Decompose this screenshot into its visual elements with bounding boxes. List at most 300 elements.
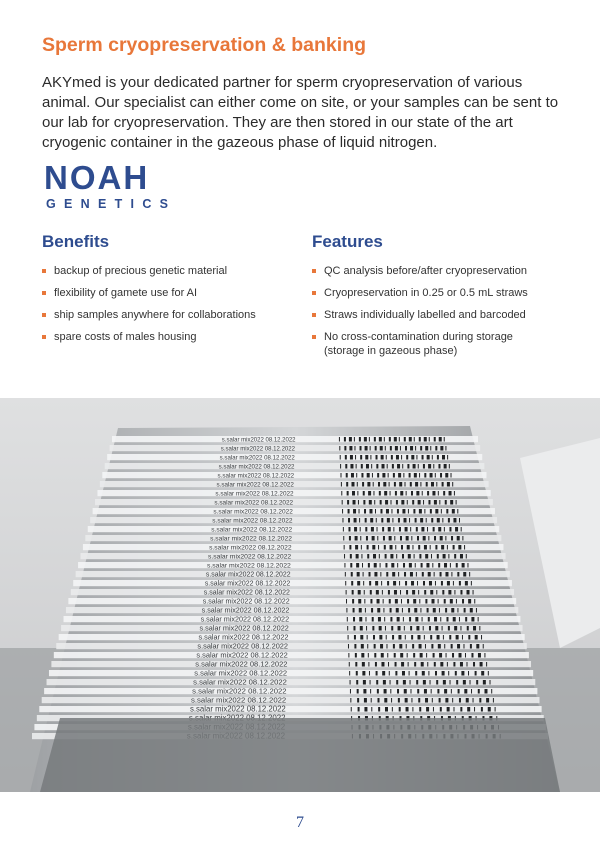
barcode-bar [449, 464, 450, 469]
straw [64, 616, 521, 622]
straw [83, 544, 504, 550]
barcode-bar [350, 455, 353, 460]
barcode-bar [404, 518, 407, 523]
barcode-bar [431, 482, 434, 487]
list-item: spare costs of males housing [42, 330, 297, 344]
straw-label: s.salar mix2022 08.12.2022 [218, 463, 295, 471]
bullet-icon [42, 313, 46, 317]
barcode-bar [349, 662, 350, 667]
barcode-bar [461, 671, 464, 676]
barcode-bar [424, 473, 426, 478]
barcode-bar [428, 464, 431, 469]
barcode-bar [343, 527, 344, 532]
barcode-bar [387, 518, 390, 523]
barcode-bar [414, 437, 415, 442]
barcode-bar [402, 608, 403, 613]
barcode-bar [410, 626, 412, 631]
straw [44, 688, 537, 694]
barcode-bar [490, 680, 491, 685]
barcode-bar [409, 671, 410, 676]
barcode-bar [357, 572, 360, 577]
barcode-bar [418, 698, 420, 703]
barcode-bar [374, 572, 377, 577]
barcode-bar [459, 518, 460, 523]
straw [68, 598, 516, 604]
barcode-bar [363, 500, 365, 505]
barcode-bar [406, 455, 408, 460]
barcode-bar [458, 545, 461, 550]
barcode-bar [440, 536, 443, 541]
list-item: Straws individually labelled and barcoded [312, 308, 552, 322]
barcode-bar [368, 653, 369, 658]
list-item: QC analysis before/after cryopreservation [312, 264, 552, 278]
barcode-bar [389, 437, 391, 442]
barcode-bar [448, 518, 450, 523]
barcode-bar [367, 545, 369, 550]
barcode-bar [363, 689, 366, 694]
barcode-bar [432, 698, 433, 703]
barcode-bar [437, 635, 440, 640]
barcode-bar [435, 446, 437, 451]
barcode-bar [450, 680, 451, 685]
barcode-bar [364, 509, 366, 514]
barcode-bar [427, 491, 429, 496]
barcode-bar [437, 689, 439, 694]
barcode-bar [370, 446, 371, 451]
straw [80, 553, 505, 559]
straw-label: s.salar mix2022 08.12.2022 [211, 526, 293, 534]
barcode-bar [391, 509, 392, 514]
barcode-bar [361, 554, 362, 559]
barcode-bar [457, 509, 458, 514]
barcode-bar [453, 662, 455, 667]
barcode-bar [343, 536, 344, 541]
barcode-bar [407, 545, 410, 550]
barcode-bar [349, 446, 352, 451]
barcode-bar [427, 527, 428, 532]
barcode-bar [475, 635, 478, 640]
barcode-bar [465, 653, 466, 658]
straw-label: s.salar mix2022 08.12.2022 [209, 544, 292, 552]
barcode-bar [376, 455, 378, 460]
barcode-bar [432, 455, 433, 460]
barcode-bar [391, 455, 393, 460]
barcode-bar [393, 527, 394, 532]
barcode-bar [383, 608, 384, 613]
barcode-bar [387, 653, 388, 658]
barcode-bar [420, 653, 423, 658]
barcode-bar [356, 473, 357, 478]
barcode-bar [361, 464, 363, 469]
barcode-bar [407, 500, 408, 505]
barcode-bar [352, 491, 355, 496]
barcode-bar [348, 653, 349, 658]
barcode-bar [356, 680, 358, 685]
barcode-bar [396, 500, 398, 505]
barcode-bar [341, 482, 342, 487]
barcode-bar [449, 527, 451, 532]
barcode-bar [366, 464, 369, 469]
barcode-bar [349, 545, 351, 550]
straw-label: s.salar mix2022 08.12.2022 [202, 597, 290, 606]
barcode-bar [359, 617, 362, 622]
barcode-bar [424, 545, 427, 550]
barcode-bar [407, 653, 408, 658]
barcode-bar [362, 563, 363, 568]
barcode-bar [404, 437, 406, 442]
barcode-bar [352, 590, 354, 595]
barcode-bar [396, 455, 399, 460]
barcode-bar [374, 437, 376, 442]
barcode-bar [426, 653, 427, 658]
barcode-bar [367, 473, 370, 478]
barcode-bar [391, 500, 392, 505]
barcode-bar [431, 518, 433, 523]
barcode-bar [447, 581, 450, 586]
barcode-bar [476, 608, 477, 613]
barcode-bar [353, 509, 356, 514]
barcode-bar [454, 626, 457, 631]
barcode-bar [457, 644, 460, 649]
barcode-bar [348, 635, 349, 640]
barcode-bar [350, 680, 351, 685]
barcode-bar [378, 707, 380, 712]
barcode-bar [392, 635, 394, 640]
barcode-bar [408, 509, 409, 514]
barcode-bar [384, 617, 385, 622]
barcode-bar [344, 563, 345, 568]
barcode-bar [434, 617, 437, 622]
barcode-bar [426, 707, 429, 712]
barcode-bar [454, 554, 456, 559]
barcode-bar [397, 689, 399, 694]
barcode-bar [445, 572, 448, 577]
barcode-bar [367, 635, 368, 640]
barcode-bar [390, 446, 392, 451]
barcode-bar [420, 446, 422, 451]
barcode-bar [354, 635, 356, 640]
barcode-bar [420, 482, 421, 487]
barcode-bar [393, 581, 396, 586]
barcode-bar [412, 590, 415, 595]
barcode-bar [467, 707, 470, 712]
barcode-bar [392, 707, 393, 712]
straw [56, 643, 527, 649]
bullet-icon [312, 269, 316, 273]
barcode-bar [473, 590, 474, 595]
barcode-bar [422, 572, 424, 577]
barcode-bar [413, 599, 416, 604]
barcode-bar [382, 473, 385, 478]
barcode-bar [493, 698, 494, 703]
straw-label: s.salar mix2022 08.12.2022 [219, 454, 295, 462]
barcode-bar [354, 446, 355, 451]
barcode-bar [364, 707, 367, 712]
barcode-bar [368, 662, 369, 667]
barcode-bar [416, 527, 418, 532]
barcode-bar [369, 500, 372, 505]
barcode-bar [456, 635, 459, 640]
barcode-bar [425, 554, 428, 559]
barcode-bar [438, 644, 441, 649]
bullet-icon [312, 313, 316, 317]
barcode-bar [417, 635, 420, 640]
barcode-bar [423, 626, 424, 631]
barcode-bar [387, 581, 389, 586]
barcode-bar [350, 689, 351, 694]
barcode-bar [403, 617, 404, 622]
straw [85, 535, 501, 541]
barcode-bar [382, 464, 385, 469]
barcode-bar [481, 707, 483, 712]
bullet-icon [42, 335, 46, 339]
barcode-bar [430, 446, 431, 451]
straw-label: s.salar mix2022 08.12.2022 [212, 517, 293, 525]
barcode-bar [410, 680, 411, 685]
barcode-bar [395, 545, 396, 550]
barcode-bar [440, 662, 443, 667]
barcode-bar [391, 626, 393, 631]
barcode-bar [419, 707, 421, 712]
barcode-bar [361, 653, 364, 658]
barcode-bar [397, 509, 399, 514]
bullet-icon [42, 269, 46, 273]
barcode-bar [409, 518, 410, 523]
barcode-bar [444, 689, 447, 694]
barcode-bar [362, 662, 365, 667]
barcode-bar [389, 671, 390, 676]
page-title: Sperm cryopreservation & banking [42, 34, 367, 56]
barcode-bar [384, 689, 387, 694]
barcode-bar [399, 707, 401, 712]
barcode-bar [360, 536, 361, 541]
barcode-bar [383, 599, 384, 604]
straw-label: s.salar mix2022 08.12.2022 [200, 614, 290, 624]
barcode-bar [372, 626, 374, 631]
barcode-bar [379, 437, 382, 442]
barcode-bar [400, 536, 402, 541]
barcode-bar [380, 563, 381, 568]
barcode-bar [453, 581, 454, 586]
barcode-bar [483, 644, 484, 649]
barcode-bar [433, 464, 434, 469]
barcode-bar [402, 464, 403, 469]
barcode-bar [351, 572, 353, 577]
barcode-bar [378, 545, 379, 550]
barcode-bar [453, 617, 456, 622]
noah-genetics-logo [44, 159, 177, 212]
barcode-bar [434, 536, 436, 541]
barcode-bar [399, 644, 402, 649]
barcode-bar [416, 572, 417, 577]
barcode-bar [390, 608, 392, 613]
barcode-bar [374, 653, 376, 658]
barcode-bar [380, 446, 383, 451]
barcode-bar [400, 446, 401, 451]
barcode-bar [369, 671, 370, 676]
barcode-bar [363, 491, 365, 496]
barcode-bar [374, 644, 376, 649]
barcode-bar [444, 437, 445, 442]
barcode-bar [390, 491, 391, 496]
barcode-bar [478, 653, 481, 658]
barcode-bar [408, 662, 409, 667]
barcode-bar [428, 500, 430, 505]
barcode-bar [374, 563, 377, 568]
barcode-bar [358, 590, 361, 595]
straw [59, 634, 525, 640]
barcode-bar [347, 617, 348, 622]
barcode-bar [443, 635, 444, 640]
logo-wordmark: NOAH [44, 159, 150, 196]
barcode-bar [414, 473, 417, 478]
barcode-bar [444, 563, 447, 568]
barcode-bar [435, 626, 438, 631]
barcode-bar [369, 581, 371, 586]
barcode-bar [431, 689, 432, 694]
barcode-bar [371, 608, 373, 613]
barcode-bar [442, 482, 444, 487]
barcode-bar [442, 626, 443, 631]
bullet-icon [312, 291, 316, 295]
barcode-bar [382, 527, 384, 532]
barcode-bar [460, 590, 462, 595]
barcode-bar [427, 455, 430, 460]
barcode-bar [370, 518, 373, 523]
barcode-bar [419, 599, 420, 604]
barcode-bar [387, 464, 388, 469]
barcode-bar [406, 590, 408, 595]
barcode-bar [368, 563, 370, 568]
straw-label: s.salar mix2022 08.12.2022 [195, 659, 288, 669]
barcode-bar [398, 698, 400, 703]
barcode-bar [440, 446, 443, 451]
barcode-bar [394, 590, 397, 595]
barcode-bar [352, 599, 354, 604]
list-item: No cross-contamination during storage (storage in gazeous phase) [312, 330, 552, 358]
barcode-bar [458, 689, 460, 694]
barcode-bar [377, 536, 378, 541]
barcode-bar [438, 491, 439, 496]
barcode-bar [372, 473, 373, 478]
barcode-bar [437, 455, 439, 460]
barcode-bar [425, 599, 427, 604]
barcode-bar [426, 482, 428, 487]
barcode-bar [448, 590, 451, 595]
barcode-bar [428, 572, 431, 577]
straw [73, 580, 512, 586]
barcode-bar [473, 698, 474, 703]
barcode-bar [460, 626, 461, 631]
barcode-bar [340, 455, 341, 460]
barcode-bar [454, 590, 455, 595]
barcode-bar [406, 491, 407, 496]
barcode-bar [361, 644, 364, 649]
barcode-bar [450, 599, 453, 604]
barcode-bar [464, 689, 467, 694]
barcode-bar [353, 617, 355, 622]
barcode-bar [415, 446, 416, 451]
barcode-bar [383, 482, 386, 487]
barcode-bar [452, 509, 455, 514]
barcode-bar [413, 509, 415, 514]
barcode-bar [381, 662, 384, 667]
barcode-bar [430, 680, 431, 685]
barcode-bar [377, 527, 378, 532]
barcode-bar [451, 536, 453, 541]
barcode-bar [386, 635, 387, 640]
barcode-bar [420, 518, 423, 523]
barcode-bar [443, 491, 445, 496]
barcode-bar [404, 482, 405, 487]
barcode-bar [415, 482, 418, 487]
barcode-bar [419, 473, 420, 478]
barcode-bar [467, 590, 470, 595]
barcode-bar [356, 554, 359, 559]
barcode-bar [462, 536, 463, 541]
barcode-bar [385, 563, 387, 568]
barcode-bar [370, 590, 372, 595]
barcode-bar [405, 698, 408, 703]
barcode-bar [360, 635, 363, 640]
barcode-bar [471, 653, 473, 658]
barcode-bar [385, 446, 386, 451]
barcode-bar [417, 689, 419, 694]
barcode-bar [402, 554, 404, 559]
barcode-bar [486, 662, 487, 667]
barcode-bar [365, 608, 366, 613]
barcode-bar [372, 536, 375, 541]
barcode-bar [389, 536, 392, 541]
barcode-bar [448, 554, 449, 559]
barcode-bar [422, 617, 423, 622]
bullet-icon [312, 335, 316, 339]
straw [76, 571, 510, 577]
barcode-bar [412, 500, 414, 505]
barcode-bar [463, 572, 466, 577]
straw-label: s.salar mix2022 08.12.2022 [210, 535, 292, 543]
features-list [312, 264, 552, 366]
barcode-bar [354, 518, 357, 523]
straw [93, 508, 495, 514]
barcode-bar [459, 581, 461, 586]
barcode-bar [365, 446, 368, 451]
barcode-bar [360, 626, 363, 631]
barcode-bar [348, 644, 349, 649]
barcode-bar [346, 590, 347, 595]
barcode-bar [434, 662, 436, 667]
barcode-bar [370, 599, 372, 604]
barcode-bar [461, 527, 462, 532]
straws-photo-icon [0, 398, 600, 792]
barcode-bar [413, 653, 415, 658]
barcode-bar [423, 581, 425, 586]
barcode-bar [365, 518, 367, 523]
barcode-bar [450, 563, 451, 568]
barcode-bar [367, 554, 369, 559]
barcode-bar [407, 464, 409, 469]
barcode-bar [350, 554, 352, 559]
barcode-bar [416, 455, 417, 460]
barcode-bar [402, 509, 405, 514]
barcode-bar [451, 644, 453, 649]
barcode-bar [457, 608, 458, 613]
barcode-bar [426, 563, 429, 568]
barcode-bar [442, 671, 445, 676]
barcode-bar [383, 680, 386, 685]
barcode-bar [353, 626, 355, 631]
barcode-bar [456, 599, 457, 604]
